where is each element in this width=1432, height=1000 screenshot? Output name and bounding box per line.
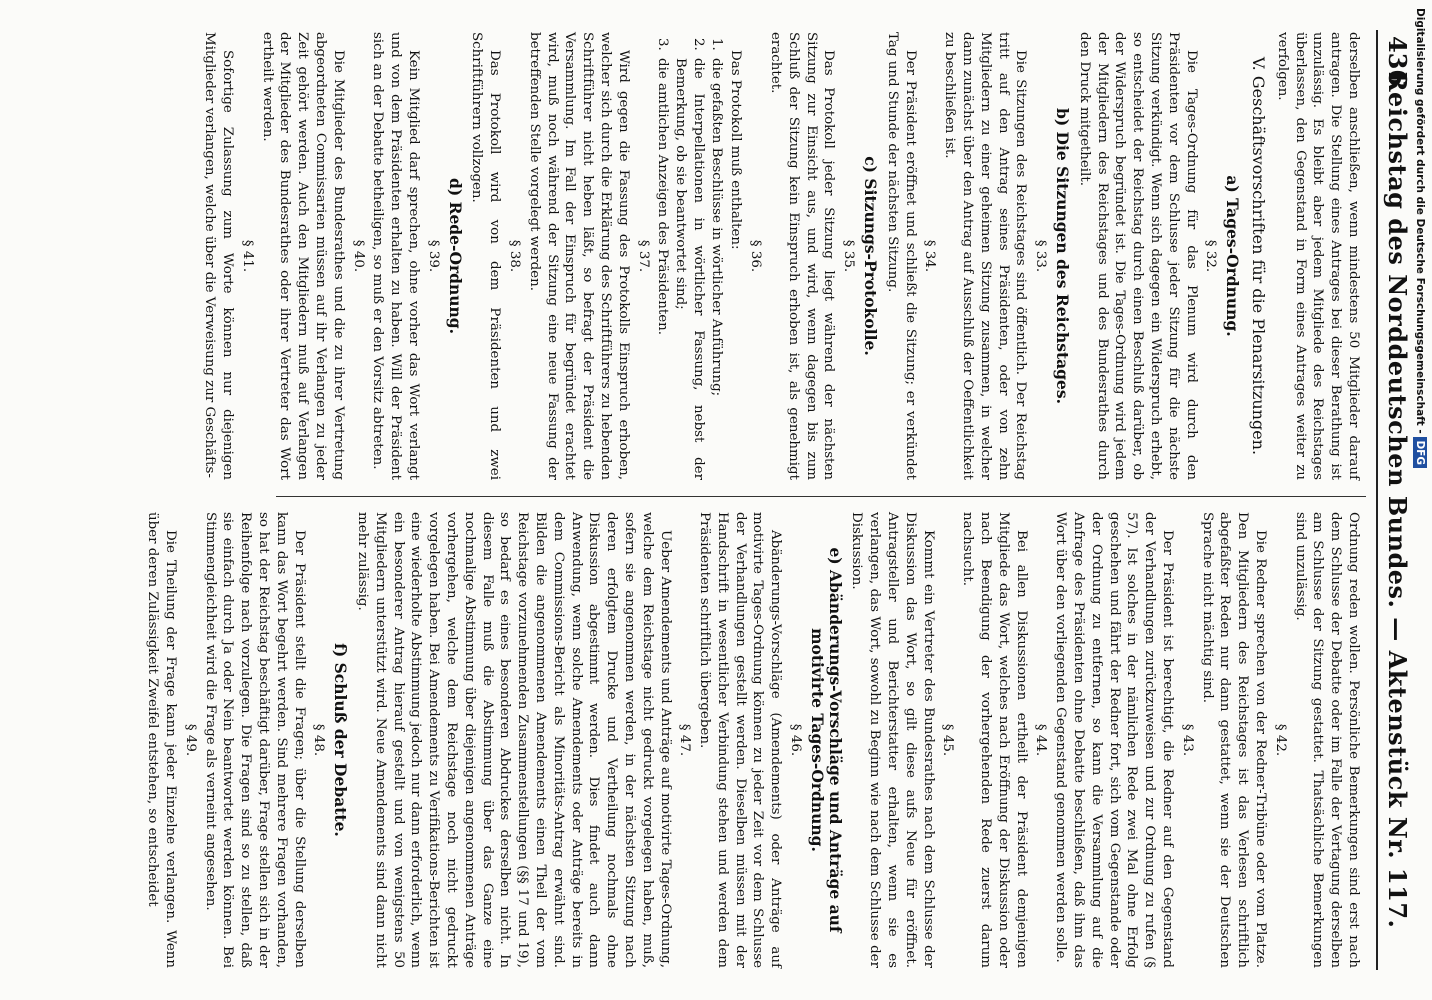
paragraph: Die Tages-Ordnung für das Plenum wird durch den Präsidenten vor dem Schlusse jeder Sitzung für die nächste Sitzung verkündigt. Wenn sich dagegen ein Widerspruch erhebt, so entscheidet der Reichstag durch einen Beschluß darüber, ob der Widerspruch begründet ist. Die Tages-Ordnung wird jedem der Mitgliedern des Reichstages und des Bundesrathes durch den Druck mitgetheilt. — [1076, 32, 1199, 480]
paragraph-marker: § 46. — [788, 723, 804, 757]
paragraph-marker: § 34. — [922, 239, 938, 273]
paragraph: Der Präsident ist berechtigt, die Redner auf den Gegenstand der Verhandlungen zurückzuweisen und zur Ordnung zu rufen (§ 57). Ist solches in der nämlichen Rede zwei Mal ohne Erfolg geschehen und fährt der Redner fort, sich vom Gegenstande oder der Ordnung zu entfernen, so kann die Versammlung auf die Anfrage des Präsidenten ohne Debatte beschließen, daß ihm das Wort über den vorliegenden Gegenstand genommen werden solle. — [1053, 512, 1176, 968]
paragraph: derselben anschließen, wenn mindestens 50 Mitglieder darauf antragen. Die Stellung eines Antrages bei dieser Berathung ist unzulässig. Es bleibt aber jedem Mitgliede des Reichstages überlassen, den Gegenstand in Form eines Antrages weiter zu verfolgen. — [1274, 32, 1361, 480]
digitization-credit — [1410, 6, 1430, 996]
list-text: die gefaßten Beschlüsse in wörtlicher Anführung; — [708, 58, 724, 397]
subsection-heading: a) Tages-Ordnung. — [1223, 175, 1243, 337]
paragraph: Das Protokoll muß enthalten: — [728, 50, 744, 250]
page-number: 436 — [1383, 36, 1412, 87]
list-item — [707, 32, 725, 480]
credit-text: Digitalisierung gefördert durch die Deutsche Forschungsgemeinschaft - — [1414, 8, 1426, 434]
paragraph-marker: § 44. — [1033, 723, 1049, 757]
subsection-heading: e) Abänderungs-Vorschläge und Anträge auf motivirte Tages-Ordnung. — [807, 547, 845, 933]
paragraph-marker: § 41. — [239, 239, 255, 273]
paragraph-marker: § 36. — [748, 239, 764, 273]
section-heading: V. Geschäftsvorschriften für die Plenarsitzungen. — [1249, 56, 1269, 456]
list-number: 1. — [708, 38, 724, 51]
paragraph-marker: § 45. — [940, 723, 956, 757]
right-column — [145, 512, 1362, 968]
paragraph: Das Protokoll wird von dem Präsidenten und zwei Schriftführern vollzogen. — [469, 32, 503, 480]
subsection-heading: c) Sitzungs-Protokolle. — [861, 156, 881, 356]
paragraph: Die Mitglieder des Bundesrathes und die zu ihrer Vertretung abgeordneten Commissarien müssen auf ihr Verlangen zu jeder Zeit gehört werden. Auch den Mitgliedern muß auf Verlangen der Mitglieder des Bundesrathes oder ihrer Vertreter das Wort ertheilt werden. — [259, 32, 346, 480]
paragraph-marker: § 43. — [1179, 723, 1195, 757]
paragraph: Ueber Amendements und Anträge auf motivirte Tages-Ordnung, welche dem Reichstage nicht gedruckt vorgelegen haben, muß, sofern sie angenommen werden, in der nächsten Sitzung nach deren erfolgtem Drucke und Vertheilung nochmals ohne Diskussion abgestimmt werden. Dies findet auch dann Anwendung, wenn solche Amendements oder Anträge bereits in dem Commissions-Bericht als Minoritäts-Antrag erwähnt sind. Bilden die angenommenen Amendements einen Theil der vom Reichstage vorzunehmenden Zusammenstellungen (§§ 17 und 19), so bedarf es eines besonderen Abdruckes derselben nicht. In diesem Falle muß die Abstimmung über das Ganze eine nochmalige Abstimmung über diejenigen angenommenen Anträge vorhergehen, welche dem Reichstage noch nicht gedruckt vorgelegen haben. Bei Amendements zu Verifikations-Berichten ist eine wiederholte Abstimmung jedoch nur dann erforderlich, wenn ein besonderer Antrag hierauf gestellt und von wenigstens 50 Mitgliedern unterstützt wird. Neue Amendements sind dann nicht mehr zulässig. — [354, 512, 673, 968]
paragraph: Bei allen Diskussionen ertheilt der Präsident demjenigen Mitgliede das Wort, welches nach Eröffnung der Diskussion oder nach Beendigung der vorhergehenden Rede zuerst darum nachsucht. — [960, 512, 1029, 968]
list-number: 3. — [655, 38, 671, 51]
running-title: Reichstag des Norddeutschen Bundes. — Aktenstück Nr. 117. — [1383, 71, 1412, 929]
subsection-heading: f) Schluß der Debatte. — [331, 643, 351, 837]
list-text: die amtlichen Anzeigen des Präsidenten. — [655, 58, 671, 336]
subsection-heading: d) Rede-Ordnung. — [445, 178, 465, 334]
list-number: 2. — [690, 38, 706, 51]
paragraph: Die Redner sprechen von der Redner-Tribüne oder vom Platze. Den Mitgliedern des Reichstages ist das Verlesen schriftlich abgefaßter Reden nur dann gestattet, wenn sie der Deutschen Sprache nicht mächtig sind. — [1199, 512, 1269, 968]
paragraph: Ordnung reden wollen. Persönliche Bemerkungen sind erst nach dem Schlusse der Debatte oder im Falle der Vertagung derselben am Schlusse der Sitzung gestattet. Thatsächliche Bemerkungen sind unzulässig. — [1292, 512, 1361, 968]
paragraph-marker: § 38. — [506, 239, 522, 273]
dfg-logo: DFG — [1413, 437, 1427, 468]
paragraph: Der Präsident stellt die Fragen; über die Stellung derselben kann das Wort begehrt werden. Sind mehrere Fragen vorhanden, so hat der Reichstag beschäftigt darüber, Frage stellen sich in der Reihenfolge nach vorzulegen. Die Fragen sind so zu stellen, daß sie einfach durch Ja oder Nein beantwortet werden können. Bei Stimmengleichheit wird die Frage als verneint angesehen. — [202, 512, 307, 968]
paragraph-marker: § 33. — [1033, 239, 1049, 273]
left-column — [202, 32, 1362, 480]
list-item — [671, 32, 707, 480]
paragraph: Der Präsident eröffnet und schließt die Sitzung; er verkündet Tag und Stunde der nächsten Sitzung. — [884, 32, 918, 480]
subsection-heading: b) Die Sitzungen des Reichstages. — [1053, 107, 1073, 404]
paragraph-marker: § 42. — [1272, 723, 1288, 757]
paragraph-marker: § 35. — [841, 239, 857, 273]
paragraph: Kein Mitglied darf sprechen, ohne vorher das Wort verlangt und von dem Präsidenten erhalten zu haben. Will der Präsident sich an der Debatte betheiligen, so muß er den Vorsitz abtreten. — [370, 32, 421, 480]
paragraph: Kommt ein Vertreter des Bundesrathes nach dem Schlusse der Diskussion das Wort, so gilt diese aufs Neue für eröffnet. Antragsteller und Berichterstatter erhalten, wenn sie es verlangen, das Wort, sowohl zu Beginn wie nach dem Schlusse der Diskussion. — [849, 512, 936, 968]
paragraph: Sofortige Zulassung zum Worte können nur diejenigen Mitglieder verlangen, welche über die Verweisung zur Geschäfts- — [202, 32, 235, 480]
paragraph-marker: § 39. — [425, 239, 441, 273]
paragraph: Das Protokoll jeder Sitzung liegt während der nächsten Sitzung zur Einsicht aus, und wird, wenn dagegen bis zum Schluß der Sitzung kein Einspruch erhoben ist, als genehmigt erachtet. — [768, 32, 837, 480]
column-divider — [276, 496, 1366, 497]
paragraph-marker: § 48. — [311, 723, 327, 757]
paragraph: Die Sitzungen des Reichstages sind öffentlich. Der Reichstag tritt auf den Antrag seines Präsidenten, oder von zehn Mitgliedern zu einer geheimen Sitzung zusammen, in welcher dann zunächst über den Antrag auf Ausschluß der Oeffentlichkeit zu beschließen ist. — [942, 32, 1029, 480]
paragraph-marker: § 32. — [1203, 239, 1219, 273]
list-item — [654, 32, 672, 480]
paragraph: Wird gegen die Fassung des Protokolls Einspruch erhoben, welcher sich durch die Erklärung des Schriftführers zu hebenden Schriftführer nicht heben läßt, so befragt der Präsident die Versammlung. Im Fall der Einspruch für begründet erachtet wird, muß noch während der Sitzung eine neue Fassung der betreffenden Stelle vorgelegt werden. — [526, 32, 631, 480]
paragraph-marker: § 40. — [350, 239, 366, 273]
paragraph-marker: § 49. — [182, 723, 198, 757]
paragraph: Abänderungs-Vorschläge (Amendements) oder Anträge auf motivirte Tages-Ordnung können zu jeder Zeit vor dem Schlusse der Verhandlungen gestellt werden. Dieselben müssen mit der Handschrift in wesentlicher Verbindung stehen und werden dem Präsidenten schriftlich übergeben. — [697, 512, 784, 968]
paragraph: Die Theilung der Frage kann jeder Einzelne verlangen. Wenn über deren Zulässigkeit Zweifel entstehen, so entscheidet — [145, 512, 178, 968]
paragraph-marker: § 47. — [677, 723, 693, 757]
list-text: die Interpellationen in wörtlicher Fassung, nebst der Bemerkung, ob sie beantwortet sind; — [673, 58, 706, 480]
paragraph-marker: § 37. — [635, 239, 651, 273]
